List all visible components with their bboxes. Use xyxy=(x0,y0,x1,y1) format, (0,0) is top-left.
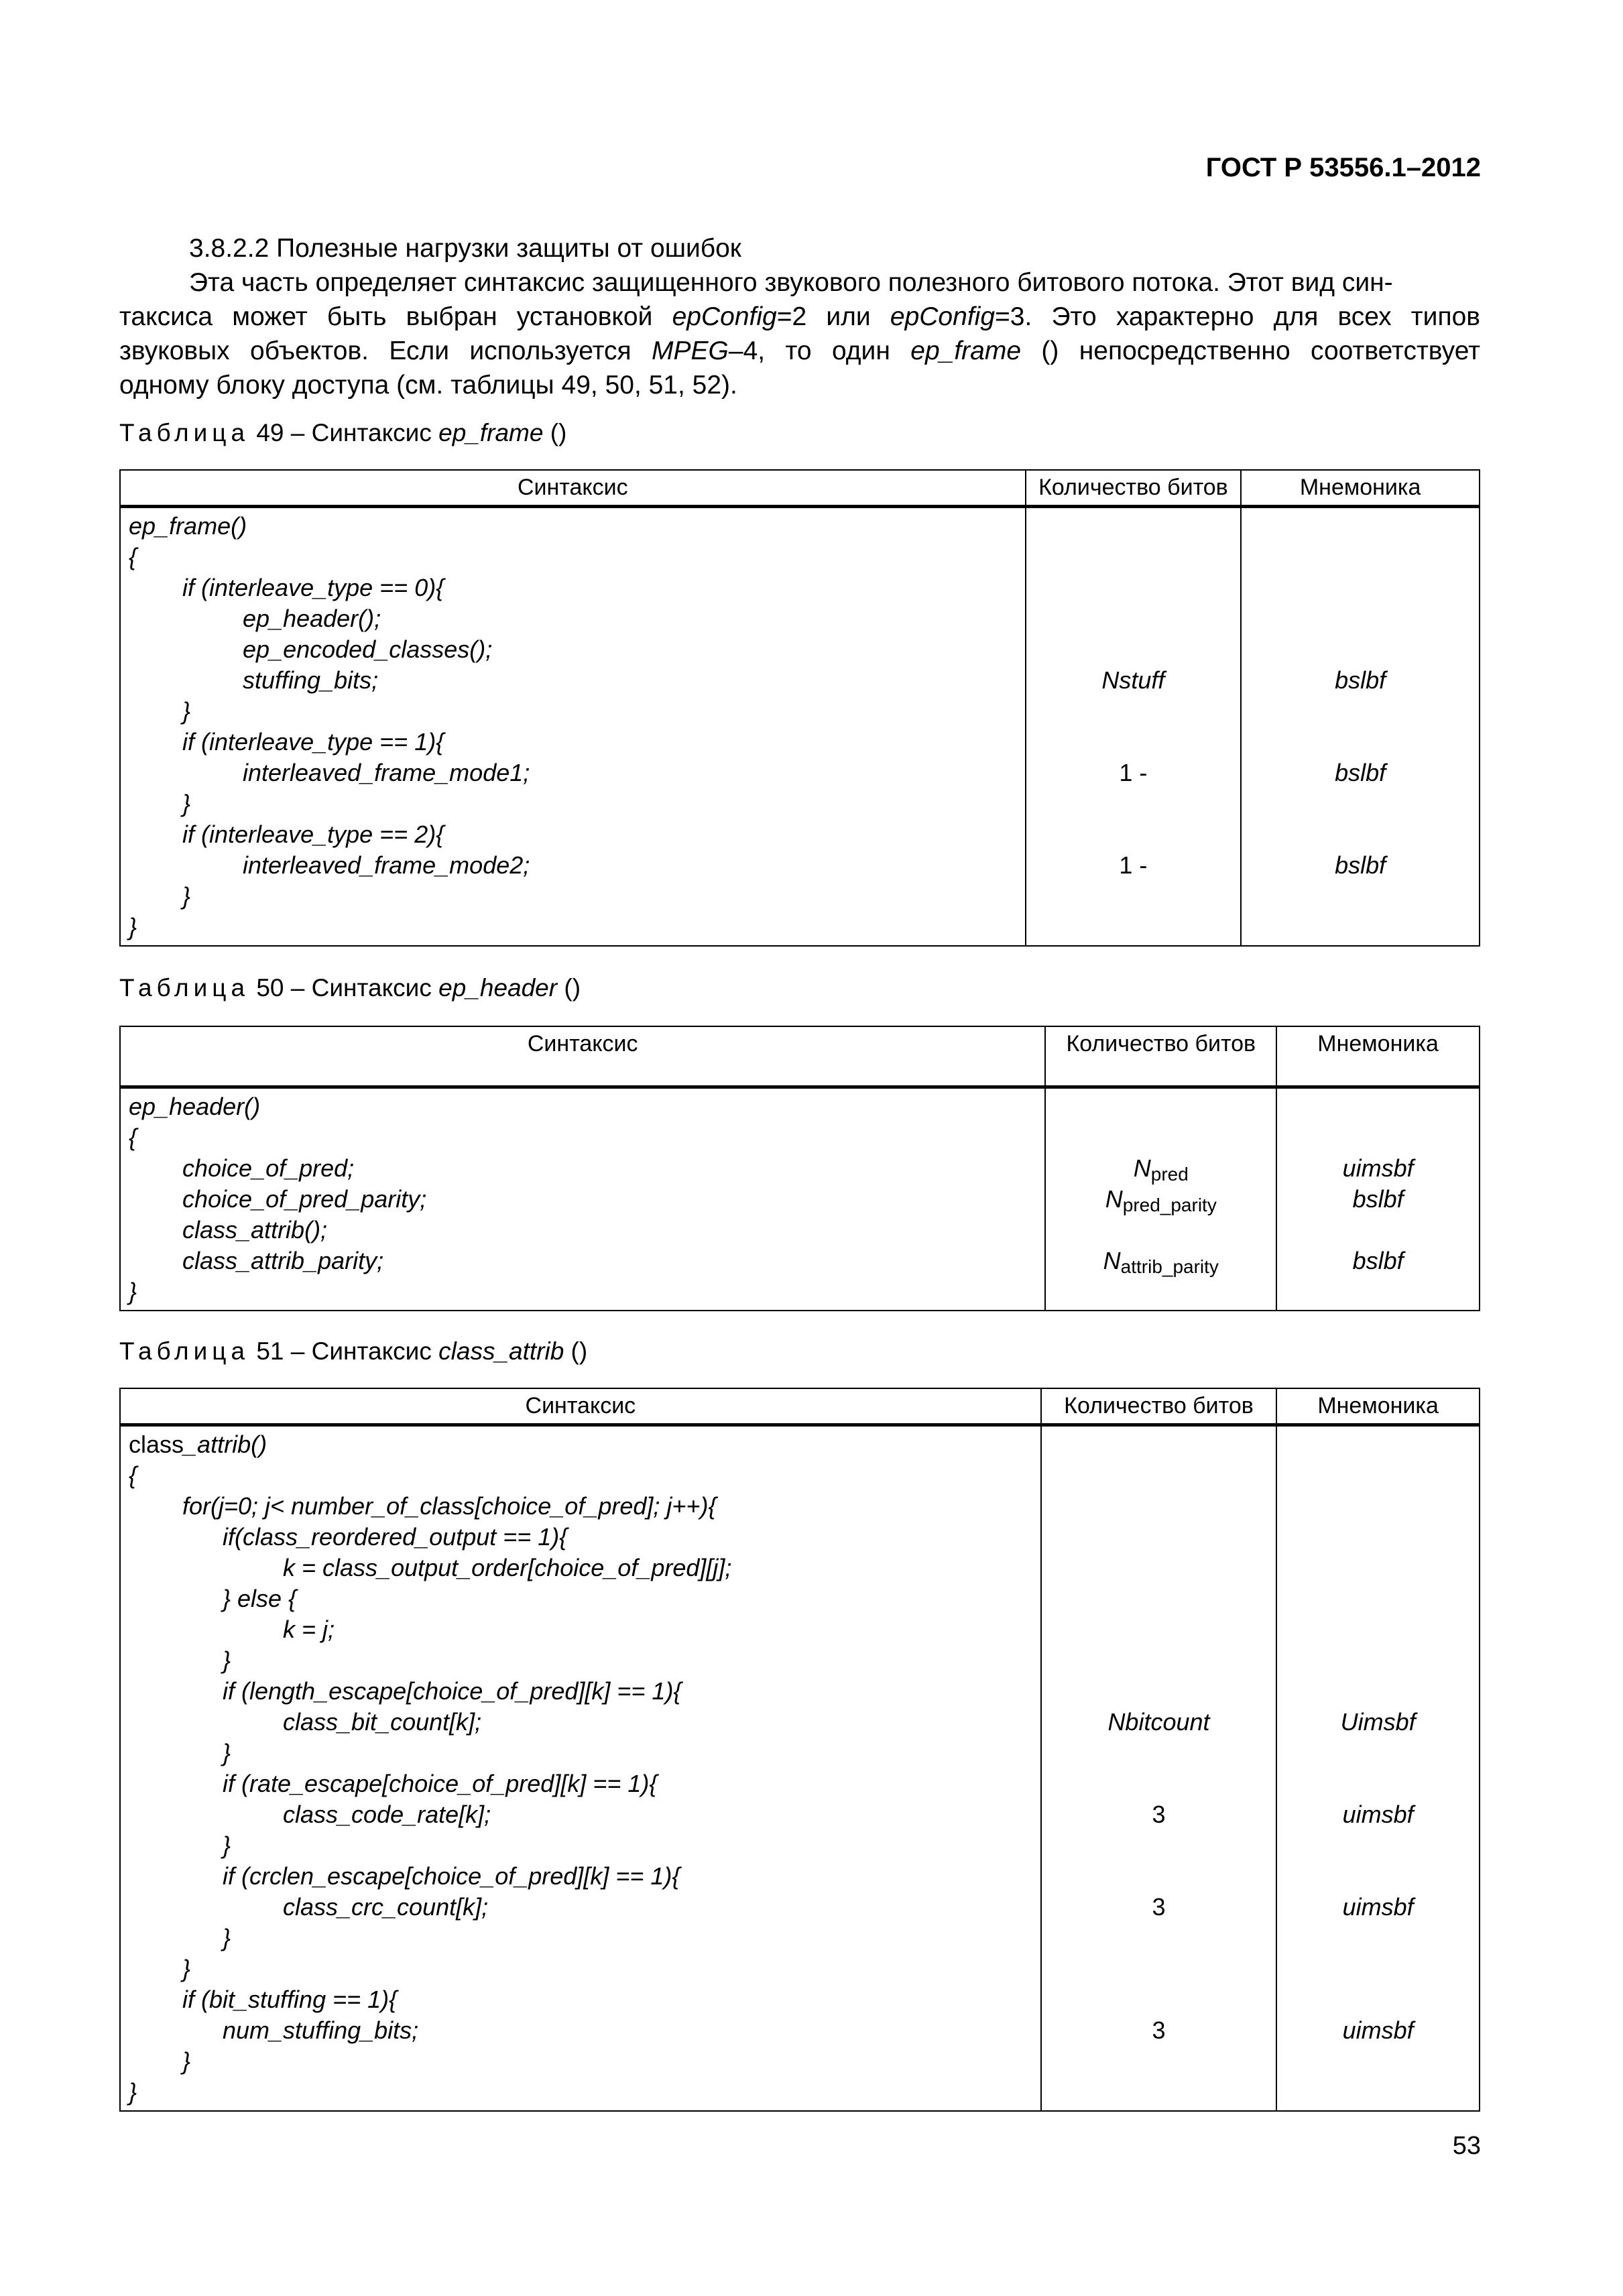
paragraph-line-1: Эта часть определяет синтаксис защищенного звукового полезного битового потока. Этот вид син- xyxy=(189,268,1393,297)
syntax-cell xyxy=(120,1425,1041,2112)
code-line: if (rate_escape[choice_of_pred][k] == 1){ xyxy=(223,1770,658,1797)
code-line: } xyxy=(223,1831,231,1859)
code-line: class_code_rate[k]; xyxy=(283,1801,491,1828)
mnemonic-value: bslbf xyxy=(1335,666,1386,694)
code-line: ep_header() xyxy=(129,1092,261,1120)
code-line: k = j; xyxy=(283,1616,335,1643)
document-id: ГОСТ Р 53556.1–2012 xyxy=(1205,153,1481,182)
code-line: if(class_reordered_output == 1){ xyxy=(223,1523,568,1551)
paragraph-line-4: одному блоку доступа (см. таблицы 49, 50, 51, 52). xyxy=(119,371,737,400)
bits-value: Nstuff xyxy=(1101,666,1165,694)
code-line: if (interleave_type == 2){ xyxy=(182,821,444,848)
header-syntax: Синтаксис xyxy=(120,1388,1041,1425)
mnemonic-value: Uimsbf xyxy=(1340,1708,1416,1736)
section-text xyxy=(119,231,1480,402)
code-line: class_attrib_parity; xyxy=(182,1246,384,1274)
header-bits: Количество битов xyxy=(1041,1388,1277,1425)
code-line: choice_of_pred_parity; xyxy=(182,1185,427,1213)
bits-value: Nbitcount xyxy=(1107,1708,1210,1736)
syntax-cell xyxy=(120,507,1026,947)
code-line: } xyxy=(182,1955,191,1982)
code-line: class_bit_count[k]; xyxy=(283,1708,482,1736)
bits-value: $N_{pred\_parity}$ xyxy=(1105,1185,1217,1215)
code-line: if (bit_stuffing == 1){ xyxy=(182,1986,398,2013)
code-line: { xyxy=(129,1461,137,1489)
code-line: if (length_escape[choice_of_pred][k] == 1){ xyxy=(223,1677,682,1705)
code-line: class_attrib(); xyxy=(182,1215,328,1244)
bits-value: 3 xyxy=(1152,1801,1166,1828)
code-line: if (crclen_escape[choice_of_pred][k] == 1){ xyxy=(223,1862,680,1890)
bits-value: 1 - xyxy=(1119,759,1148,786)
mnemonic-value: uimsbf xyxy=(1342,1154,1414,1182)
header-bits: Количество битов xyxy=(1045,1026,1276,1087)
bits-value: 1 - xyxy=(1119,851,1148,879)
code-line: choice_of_pred; xyxy=(182,1154,355,1182)
code-line: { xyxy=(129,543,137,570)
code-line: ep_frame() xyxy=(129,512,247,540)
section-heading: 3.8.2.2 Полезные нагрузки защиты от ошибок xyxy=(189,234,741,263)
header-bits: Количество битов xyxy=(1026,470,1242,507)
code-line: { xyxy=(129,1123,137,1151)
header-syntax: Синтаксис xyxy=(120,470,1026,507)
mnemonic-cell xyxy=(1276,1425,1480,2112)
code-line: } else { xyxy=(223,1585,297,1612)
header-mnemonic: Мнемоника xyxy=(1276,1388,1480,1425)
code-line: } xyxy=(223,1739,231,1766)
code-line: } xyxy=(129,2078,137,2106)
page-number: 53 xyxy=(1452,2132,1481,2160)
code-line: class_crc_count[k]; xyxy=(283,1893,489,1921)
code-line: ep_encoded_classes(); xyxy=(243,636,493,663)
code-line: if (interleave_type == 1){ xyxy=(182,728,444,756)
code-line: class_attrib() xyxy=(129,1431,267,1458)
mnemonic-value: uimsbf xyxy=(1342,1801,1414,1828)
bits-value: 3 xyxy=(1152,2016,1166,2044)
code-line: stuffing_bits; xyxy=(243,666,379,694)
code-line: } xyxy=(129,913,137,941)
mnemonic-cell xyxy=(1276,1087,1480,1311)
code-line: } xyxy=(182,790,191,817)
paragraph-line-2: таксиса может быть выбран установкой epConfig=2 или epConfig=3. Это характерно для всех типов xyxy=(119,302,1480,331)
table-51-caption: Таблица 51 – Синтаксис class_attrib () xyxy=(119,1337,588,1365)
code-line: } xyxy=(223,1924,231,1951)
header-mnemonic: Мнемоника xyxy=(1276,1026,1480,1087)
code-line: } xyxy=(182,882,191,910)
bits-cell xyxy=(1041,1425,1277,2112)
code-line: ep_header(); xyxy=(243,605,381,632)
mnemonic-value: uimsbf xyxy=(1342,1893,1414,1921)
mnemonic-cell xyxy=(1241,507,1480,947)
header-syntax: Синтаксис xyxy=(120,1026,1045,1087)
syntax-cell xyxy=(120,1087,1045,1311)
code-line: num_stuffing_bits; xyxy=(223,2016,419,2044)
table-50 xyxy=(119,1026,1480,1311)
code-line: } xyxy=(182,697,191,725)
table-51 xyxy=(119,1388,1480,2112)
mnemonic-value: bslbf xyxy=(1352,1185,1404,1213)
code-line: interleaved_frame_mode1; xyxy=(243,759,530,786)
bits-cell xyxy=(1026,507,1242,947)
bits-cell xyxy=(1045,1087,1276,1311)
code-line: } xyxy=(182,2047,191,2075)
table-49-caption: Таблица 49 – Синтаксис ep_frame () xyxy=(119,419,567,446)
header-mnemonic: Мнемоника xyxy=(1241,470,1480,507)
code-line: } xyxy=(223,1646,231,1674)
mnemonic-value: bslbf xyxy=(1352,1246,1404,1274)
table-50-caption: Таблица 50 – Синтаксис ep_header () xyxy=(119,974,581,1002)
mnemonic-value: bslbf xyxy=(1335,851,1386,879)
code-line: for(j=0; j< number_of_class[choice_of_pred]; j++){ xyxy=(182,1492,717,1520)
paragraph-line-3: звуковых объектов. Если используется MPEG–4, то один ep_frame () непосредственно соответствует xyxy=(119,337,1480,365)
bits-value: 3 xyxy=(1152,1893,1166,1921)
code-line: if (interleave_type == 0){ xyxy=(182,574,444,601)
mnemonic-value: uimsbf xyxy=(1342,2016,1414,2044)
code-line: interleaved_frame_mode2; xyxy=(243,851,530,879)
code-line: k = class_output_order[choice_of_pred][j]; xyxy=(283,1554,732,1581)
code-line: } xyxy=(129,1277,137,1305)
mnemonic-value: bslbf xyxy=(1335,759,1386,786)
bits-value: $N_{attrib\_parity}$ xyxy=(1103,1246,1219,1277)
bits-value: $N_{pred}$ xyxy=(1133,1154,1189,1185)
table-49 xyxy=(119,469,1480,947)
